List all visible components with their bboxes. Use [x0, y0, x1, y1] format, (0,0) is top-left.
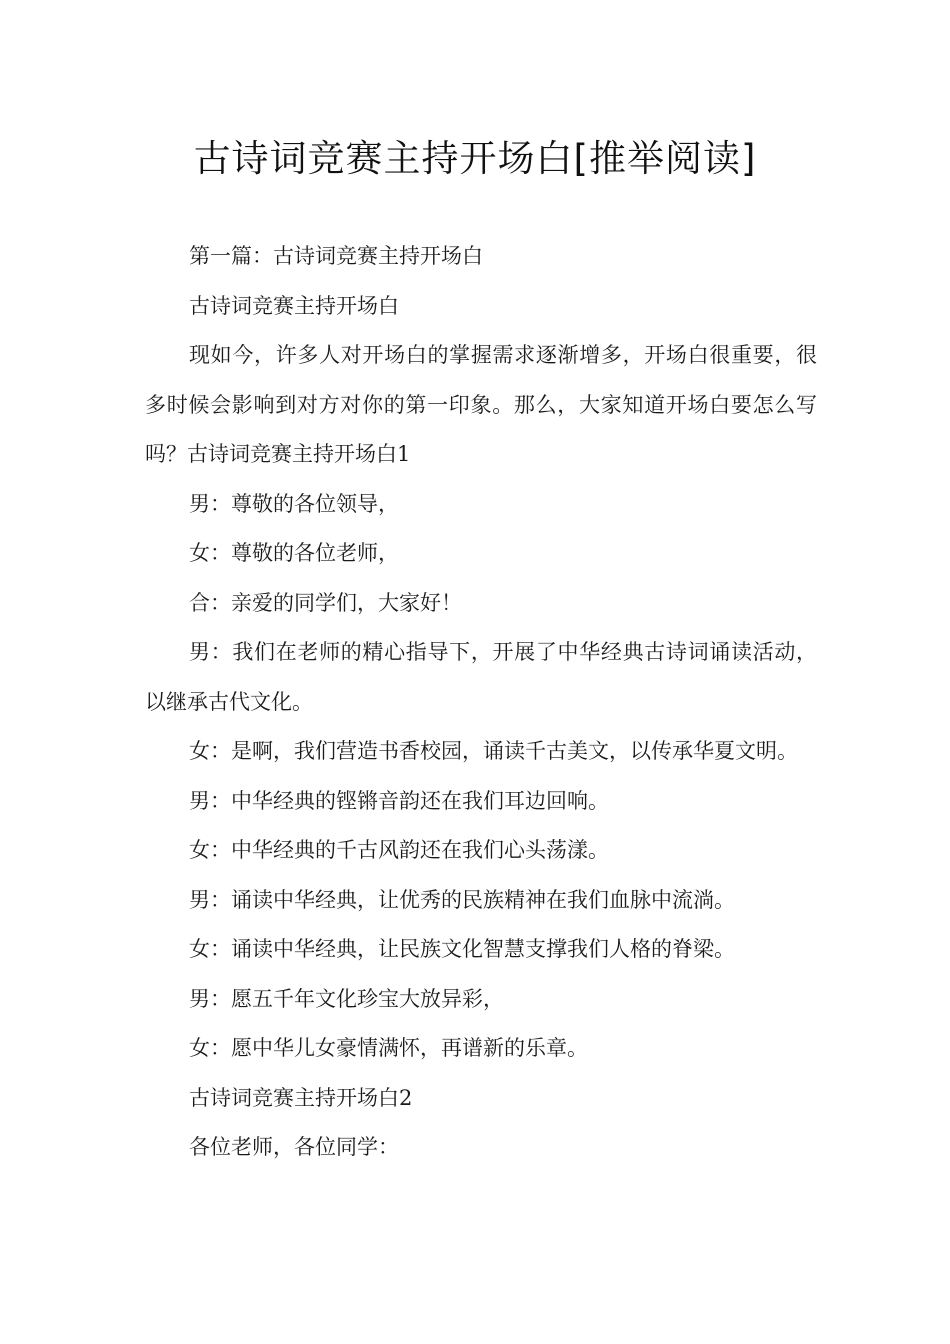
paragraph-13: 男：愿五千年文化珍宝大放异彩，	[189, 986, 504, 1011]
paragraph-5: 女：尊敬的各位老师，	[189, 541, 399, 565]
paragraph-11: 男：诵读中华经典，让优秀的民族精神在我们血脉中流淌。	[189, 887, 735, 912]
paragraph-14: 女：愿中华儿女豪情满怀，再谱新的乐章。	[189, 1036, 588, 1060]
paragraph-3: 现如今，许多人对开场白的掌握需求逐渐增多，开场白很重要，很多时候会影响到对方对你的第一印象。那么，大家知道开场白要怎么写吗？古诗词竞赛主持开场白1	[145, 343, 817, 466]
paragraph-10: 女：中华经典的千古风韵还在我们心头荡漾。	[189, 838, 609, 862]
paragraph-15: 古诗词竞赛主持开场白2	[189, 1085, 413, 1110]
paragraph-8: 女：是啊，我们营造书香校园，诵读千古美文，以传承华夏文明。	[189, 739, 798, 763]
document-title: 古诗词竞赛主持开场白[推举阅读]	[193, 137, 757, 180]
paragraph-7: 男：我们在老师的精心指导下，开展了中华经典古诗词诵读活动，以继承古代文化。	[145, 640, 817, 714]
paragraph-6: 合：亲爱的同学们，大家好！	[189, 590, 462, 615]
paragraph-9: 男：中华经典的铿锵音韵还在我们耳边回响。	[189, 788, 609, 813]
paragraph-2: 古诗词竞赛主持开场白	[189, 293, 399, 318]
paragraph-12: 女：诵读中华经典，让民族文化智慧支撑我们人格的脊梁。	[189, 937, 735, 961]
paragraph-4: 男：尊敬的各位领导，	[189, 491, 399, 516]
document-body	[145, 232, 817, 1173]
paragraph-16: 各位老师，各位同学：	[189, 1135, 399, 1159]
paragraph-1: 第一篇：古诗词竞赛主持开场白	[189, 244, 483, 268]
